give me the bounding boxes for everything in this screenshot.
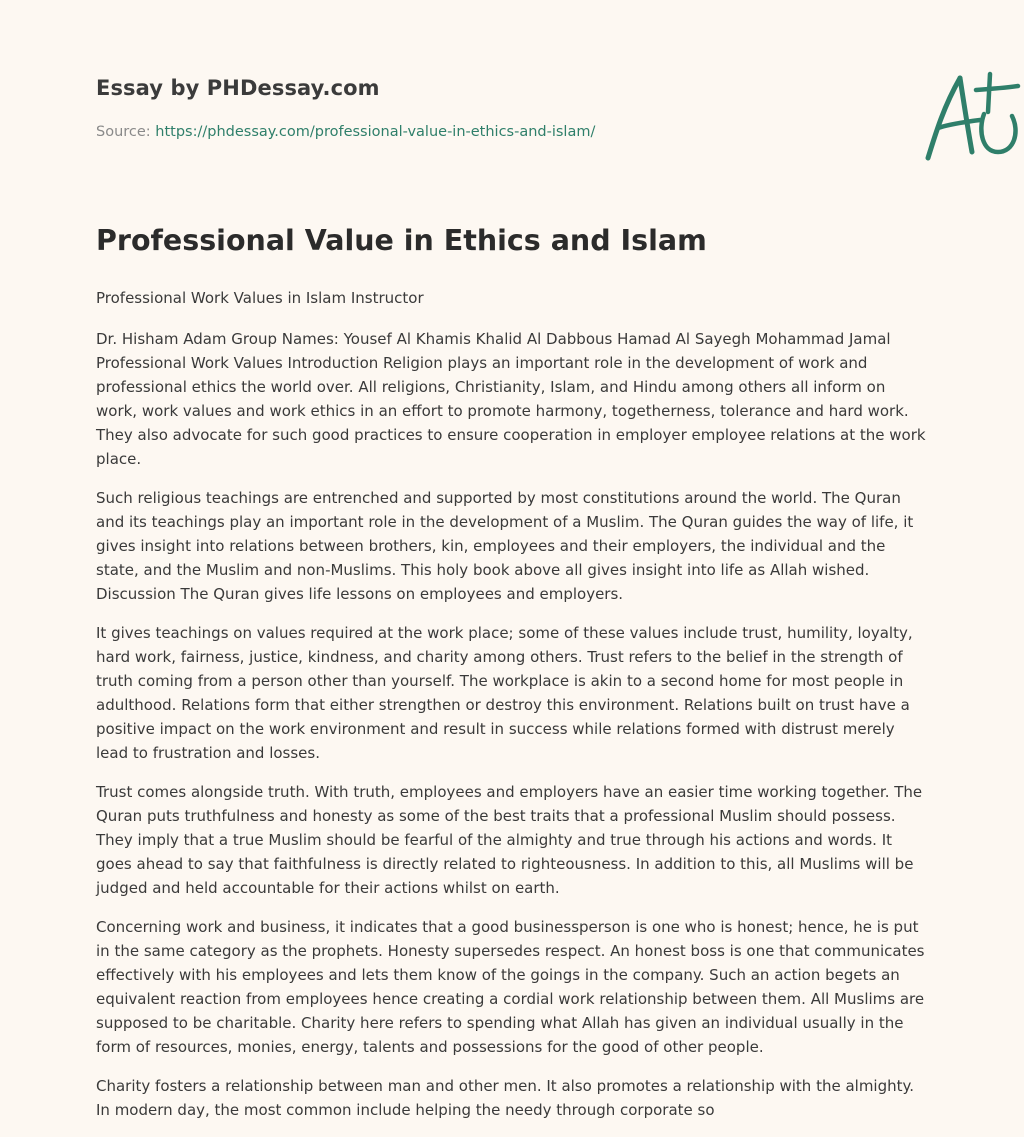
essay-subtitle: Professional Work Values in Islam Instructor <box>96 289 424 307</box>
essay-body <box>96 286 928 1137</box>
a-plus-logo-icon <box>920 68 1024 164</box>
essay-paragraph: Charity fosters a relationship between man and other men. It also promotes a relationship with the almighty. In modern day, the most common include helping the needy through corporate so <box>96 1077 915 1119</box>
essay-paragraph: Dr. Hisham Adam Group Names: Yousef Al Khamis Khalid Al Dabbous Hamad Al Sayegh Mohammad Jamal Professional Work Values Introduction Religion plays an important role in the development of work and professional ethics the world over. All religions, Christianity, Islam, and Hindu among others all inform on work, work values and work ethics in an effort to promote harmony, togetherness, tolerance and hard work. They also advocate for such good practices to ensure cooperation in employer employee relations at the work place. <box>96 330 926 468</box>
source-link[interactable]: https://phdessay.com/professional-value-in-ethics-and-islam/ <box>155 124 596 140</box>
essay-title: Professional Value in Ethics and Islam <box>96 224 707 257</box>
essay-paragraph: Trust comes alongside truth. With truth, employees and employers have an easier time working together. The Quran puts truthfulness and honesty as some of the best traits that a professional Muslim should possess. They imply that a true Muslim should be fearful of the almighty and true through his actions and words. It goes ahead to say that faithfulness is directly related to righteousness. In addition to this, all Muslims will be judged and held accountable for their actions whilst on earth. <box>96 783 923 897</box>
essay-page <box>96 0 928 1119</box>
essay-paragraph: It gives teachings on values required at the work place; some of these values include trust, humility, loyalty, hard work, fairness, justice, kindness, and charity among others. Trust refers to the belief in the strength of truth coming from a person other than yourself. The workplace is akin to a second home for most people in adulthood. Relations form that either strengthen or destroy this environment. Relations built on trust have a positive impact on the work environment and result in success while relations formed with distrust merely lead to frustration and losses. <box>96 624 913 762</box>
essay-paragraph: Concerning work and business, it indicates that a good businessperson is one who is honest; hence, he is put in the same category as the prophets. Honesty supersedes respect. An honest boss is one that communicates effectively with his employees and lets them know of the goings in the company. Such an action begets an equivalent reaction from employees hence creating a cordial work relationship between them. All Muslims are supposed to be charitable. Charity here refers to spending what Allah has given an individual usually in the form of resources, monies, energy, talents and possessions for the good of other people. <box>96 918 925 1056</box>
source-label: Source: <box>96 124 156 140</box>
essay-paragraph: Such religious teachings are entrenched and supported by most constitutions around the world. The Quran and its teachings play an important role in the development of a Muslim. The Quran guides the way of life, it gives insight into relations between brothers, kin, employees and their employers, the individual and the state, and the Muslim and non-Muslims. This holy book above all gives insight into life as Allah wished. Discussion The Quran gives life lessons on employees and employers. <box>96 489 914 603</box>
source-line <box>96 124 595 140</box>
site-brand: Essay by PHDessay.com <box>96 76 380 100</box>
